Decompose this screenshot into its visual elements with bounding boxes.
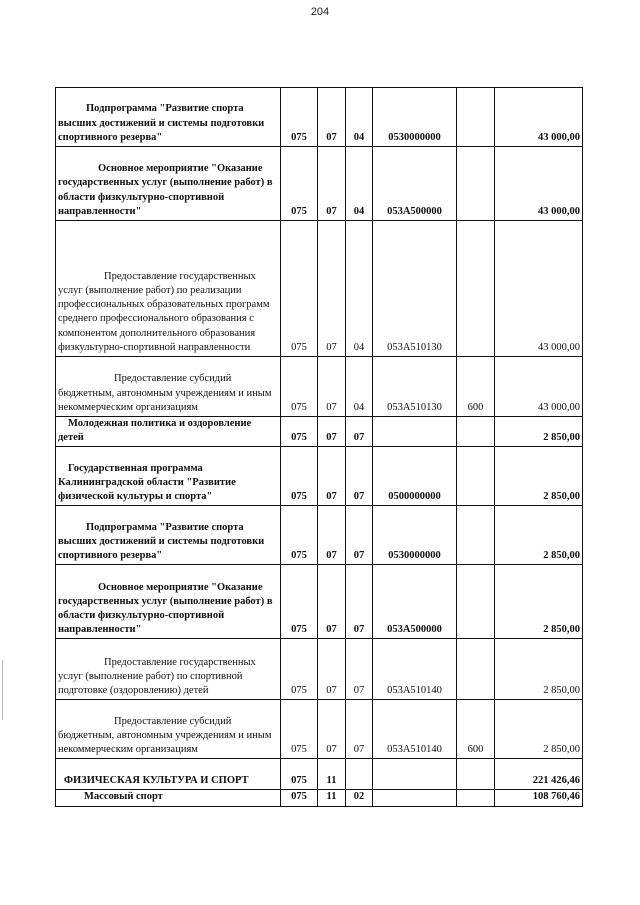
cell-amount: 43 000,00	[495, 88, 583, 147]
table-row	[56, 700, 583, 759]
cell-gr: 075	[281, 221, 318, 357]
cell-gr: 075	[281, 88, 318, 147]
cell-vr	[457, 790, 495, 806]
cell-vr	[457, 147, 495, 221]
cell-vr	[457, 639, 495, 700]
cell-amount: 221 426,46	[495, 759, 583, 790]
cell-gr: 075	[281, 506, 318, 565]
cell-rz: 11	[318, 759, 346, 790]
cell-name: Основное мероприятие "Оказание государственных услуг (выполнение работ) в области физкультурно-спортивной направленности"	[56, 147, 281, 221]
cell-rz: 07	[318, 147, 346, 221]
cell-rz: 07	[318, 417, 346, 447]
cell-pr: 04	[346, 88, 373, 147]
cell-gr: 075	[281, 639, 318, 700]
cell-pr: 04	[346, 221, 373, 357]
cell-rz: 07	[318, 700, 346, 759]
cell-amount: 43 000,00	[495, 147, 583, 221]
cell-pr: 07	[346, 417, 373, 447]
cell-csr: 053А510130	[373, 221, 457, 357]
cell-gr: 075	[281, 565, 318, 639]
cell-name: Предоставление государственных услуг (выполнение работ) по спортивной подготовке (оздоровлению) детей	[56, 639, 281, 700]
cell-vr	[457, 221, 495, 357]
cell-name: Подпрограмма "Развитие спорта высших достижений и системы подготовки спортивного резерва"	[56, 88, 281, 147]
cell-pr: 04	[346, 147, 373, 221]
cell-name: Предоставление субсидий бюджетным, автономным учреждениям и иным некоммерческим организациям	[56, 357, 281, 417]
budget-table-body	[56, 88, 583, 807]
cell-gr: 075	[281, 447, 318, 506]
cell-pr: 07	[346, 565, 373, 639]
cell-csr: 0530000000	[373, 88, 457, 147]
cell-csr	[373, 790, 457, 806]
table-row	[56, 88, 583, 147]
cell-vr	[457, 88, 495, 147]
cell-pr: 04	[346, 357, 373, 417]
cell-csr: 0530000000	[373, 506, 457, 565]
cell-amount: 2 850,00	[495, 639, 583, 700]
cell-gr: 075	[281, 700, 318, 759]
cell-amount: 108 760,46	[495, 790, 583, 806]
cell-amount: 43 000,00	[495, 357, 583, 417]
cell-csr: 053А510140	[373, 639, 457, 700]
cell-amount: 2 850,00	[495, 700, 583, 759]
page-number: 204	[310, 6, 330, 18]
cell-vr: 600	[457, 357, 495, 417]
cell-rz: 07	[318, 88, 346, 147]
cell-name: Массовый спорт	[56, 790, 281, 806]
table-row	[56, 447, 583, 506]
cell-csr: 053А500000	[373, 565, 457, 639]
cell-amount: 2 850,00	[495, 565, 583, 639]
cell-amount: 43 000,00	[495, 221, 583, 357]
table-row	[56, 147, 583, 221]
table-row	[56, 790, 583, 806]
budget-table	[55, 87, 583, 807]
table-row	[56, 417, 583, 447]
cell-gr: 075	[281, 417, 318, 447]
scan-edge-mark	[2, 660, 3, 720]
cell-rz: 07	[318, 506, 346, 565]
cell-name: Подпрограмма "Развитие спорта высших достижений и системы подготовки спортивного резерва"	[56, 506, 281, 565]
cell-name: Государственная программа Калининградской области "Развитие физической культуры и спорта"	[56, 447, 281, 506]
cell-gr: 075	[281, 790, 318, 806]
cell-rz: 11	[318, 790, 346, 806]
cell-vr	[457, 447, 495, 506]
cell-csr: 053А510130	[373, 357, 457, 417]
cell-pr: 02	[346, 790, 373, 806]
cell-amount: 2 850,00	[495, 417, 583, 447]
cell-vr: 600	[457, 700, 495, 759]
cell-csr	[373, 759, 457, 790]
table-row	[56, 565, 583, 639]
cell-csr: 053А500000	[373, 147, 457, 221]
cell-pr: 07	[346, 447, 373, 506]
cell-rz: 07	[318, 565, 346, 639]
cell-name: Основное мероприятие "Оказание государственных услуг (выполнение работ) в области физкультурно-спортивной направленности"	[56, 565, 281, 639]
cell-vr	[457, 506, 495, 565]
table-row	[56, 221, 583, 357]
table-row	[56, 506, 583, 565]
table-row	[56, 357, 583, 417]
cell-rz: 07	[318, 639, 346, 700]
cell-name: ФИЗИЧЕСКАЯ КУЛЬТУРА И СПОРТ	[56, 759, 281, 790]
cell-csr: 053А510140	[373, 700, 457, 759]
cell-pr: 07	[346, 700, 373, 759]
cell-rz: 07	[318, 357, 346, 417]
cell-rz: 07	[318, 221, 346, 357]
table-row	[56, 759, 583, 790]
cell-vr	[457, 565, 495, 639]
cell-pr: 07	[346, 639, 373, 700]
table-row	[56, 639, 583, 700]
cell-gr: 075	[281, 147, 318, 221]
cell-rz: 07	[318, 447, 346, 506]
cell-vr	[457, 417, 495, 447]
cell-csr: 0500000000	[373, 447, 457, 506]
cell-pr	[346, 759, 373, 790]
cell-name: Предоставление государственных услуг (выполнение работ) по реализации профессиональных образовательных программ среднего профессионального образования с компонентом дополнительного образования физкультурно-спортивной направленности	[56, 221, 281, 357]
cell-amount: 2 850,00	[495, 506, 583, 565]
cell-name: Предоставление субсидий бюджетным, автономным учреждениям и иным некоммерческим организациям	[56, 700, 281, 759]
cell-vr	[457, 759, 495, 790]
cell-name: Молодежная политика и оздоровление детей	[56, 417, 281, 447]
cell-csr	[373, 417, 457, 447]
cell-gr: 075	[281, 759, 318, 790]
cell-gr: 075	[281, 357, 318, 417]
cell-amount: 2 850,00	[495, 447, 583, 506]
cell-pr: 07	[346, 506, 373, 565]
